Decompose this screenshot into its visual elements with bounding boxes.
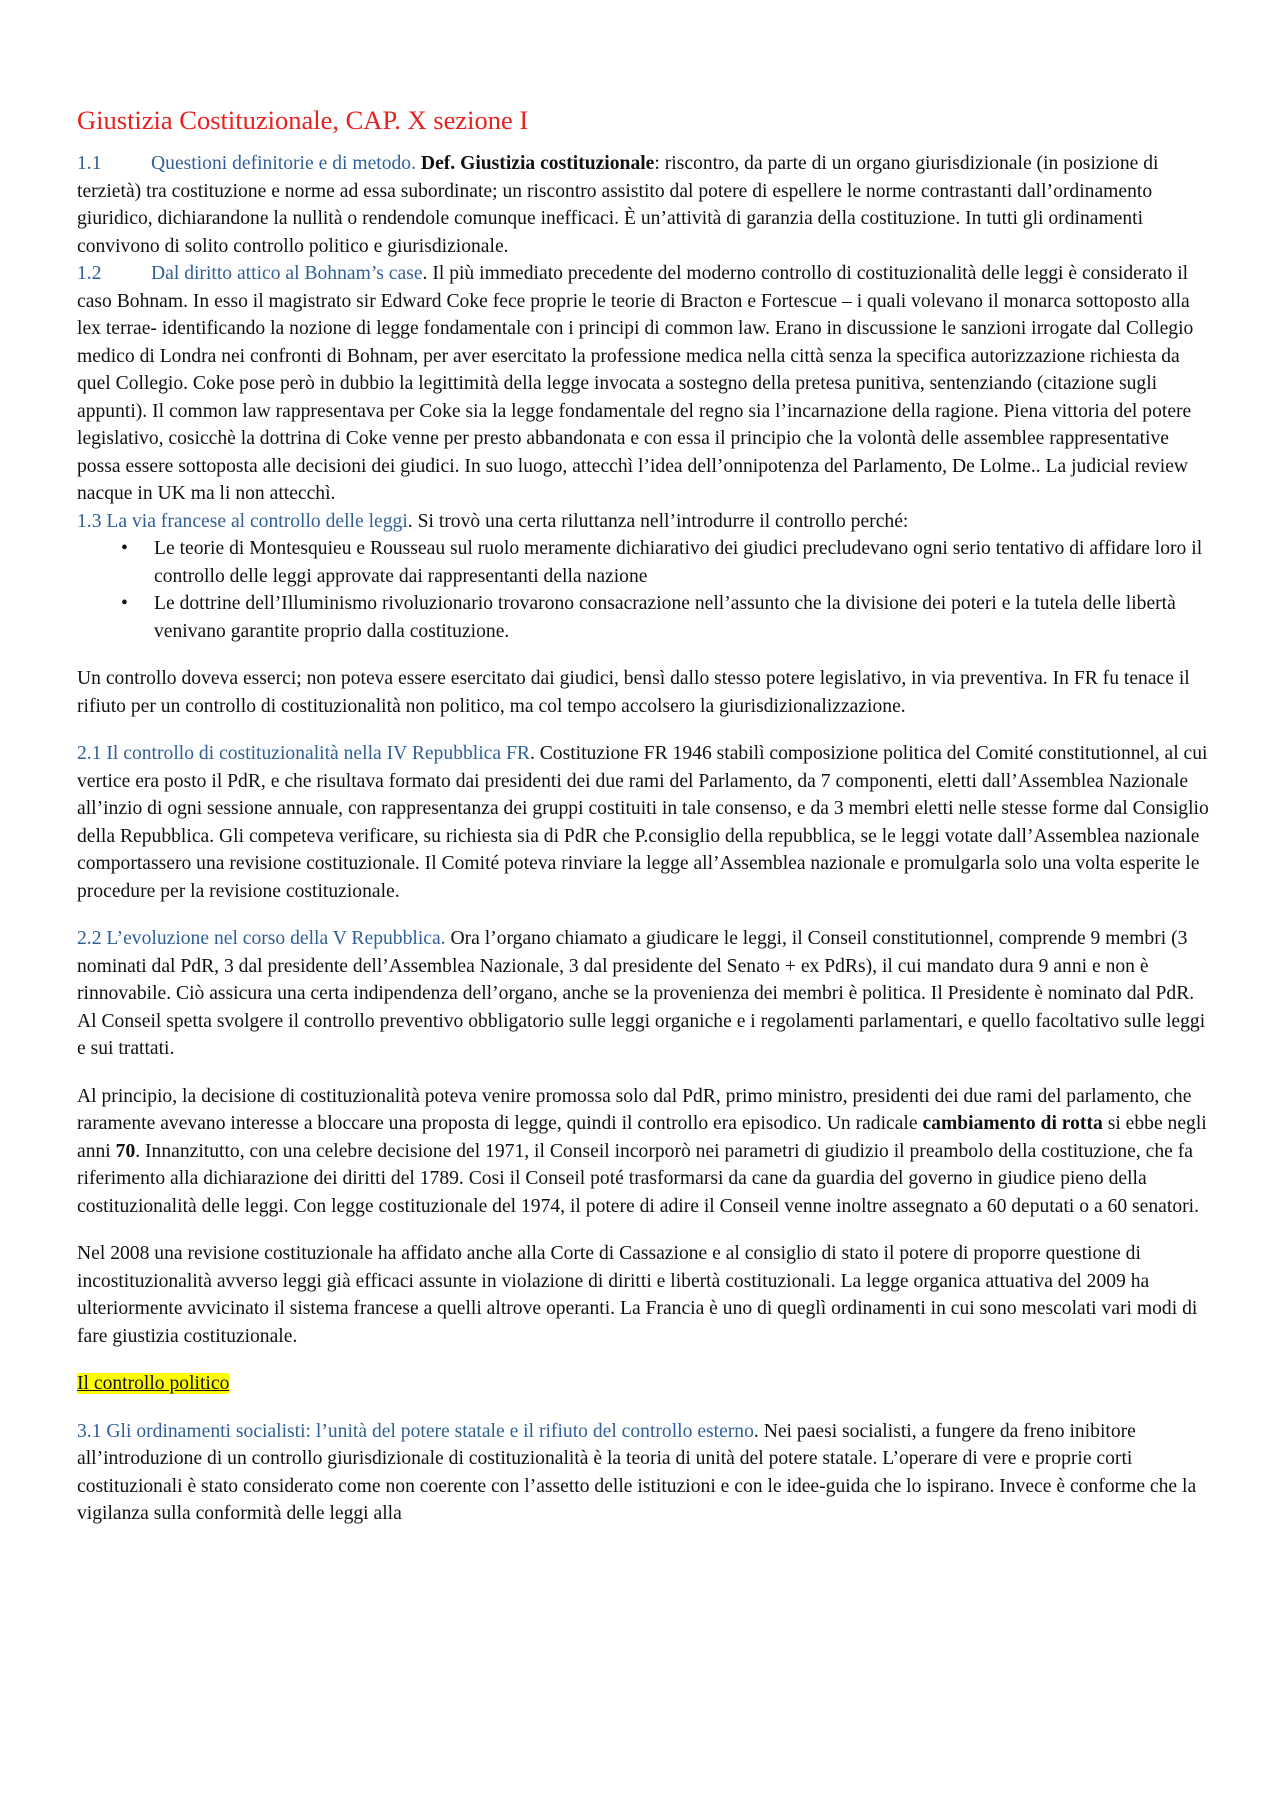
section-text: . Nei paesi socialisti, a fungere da freno inibitore all’introduzione di un controllo giurisdizionale di costituzionalità è la teoria di unità del potere statale. L’operare di vere e proprie corti costituzionali è stato considerato come non coerente con l’assetto delle istituzioni e con le idee-guida che lo ispirano. Invece è conforme che la vigilanza sulla conformità delle leggi alla	[77, 1420, 1197, 1524]
bullet-icon: •	[121, 593, 128, 614]
section-heading: 2.2 L’evoluzione nel corso della V Repubblica.	[77, 928, 446, 949]
paragraph: Al principio, la decisione di costituzionalità poteva venire promossa solo dal PdR, primo ministro, presidenti dei due rami del parlamento, che raramente avevano interesse a bloccare una proposta di legge, quindi il controllo era episodico. Un radicale cambiamento di rotta si ebbe negli anni 70. Innanzitutto, con una celebre decisione del 1971, il Conseil incorporò nei parametri di giudizio il preambolo della costituzione, che fa riferimento alla dichiarazione dei diritti del 1789. Cosi il Conseil poté trasformarsi da cane da guardia del governo in giudice pieno della costituzionalità delle leggi. Con legge costituzionale del 1974, il potere di adire il Conseil venne inoltre assegnato a 60 deputati o a 60 senatori.	[77, 1085, 1207, 1217]
section-heading: 3.1 Gli ordinamenti socialisti: l’unità del potere statale e il rifiuto del controllo esterno	[77, 1420, 754, 1442]
bullet-icon: •	[121, 538, 128, 559]
section-text: : riscontro, da parte di un organo giurisdizionale (in posizione di terzietà) tra costituzione e norme ad essa subordinate; un riscontro assistito dal potere di espellere le norme contrastanti dall’ordinamento giuridico, dichiarandone la nullità o rendendole comunque inefficaci. È un’attività di garanzia della costituzione. In tutti gli ordinamenti convivono di solito controllo politico e giurisdizionale.	[77, 153, 1159, 257]
section-heading: Dal diritto attico al Bohnam’s case	[151, 263, 423, 284]
list-item: • Le dottrine dell’Illuminismo rivoluzionario trovarono consacrazione nell’assunto che la divisione dei poteri e la tutela delle libertà venivano garantite proprio dalla costituzione.	[154, 590, 1212, 645]
section-text: . Il più immediato precedente del moderno controllo di costituzionalità delle leggi è considerato il caso Bohnam. In esso il magistrato sir Edward Coke fece proprie le teorie di Bracton e Fortescue – i quali volevano il monarca sottoposto alla lex terrae- identificando la nozione di legge fondamentale con i principi di common law. Erano in discussione le sanzioni irrogate dal Collegio medico di Londra nei confronti di Bohnam, per aver esercitato la professione medica nella città senza la specifica autorizzazione richiesta da quel Collegio. Coke pose però in dubbio la legittimità della legge invocata a sostegno della pretesa punitiva, sentenziando (citazione sugli appunti). Il common law rappresentava per Coke sia la legge fondamentale del regno sia l’incarnazione della ragione. Piena vittoria del potere legislativo, cosicchè la dottrina di Coke venne per presto abbandonata e con essa il principio che la volontà delle assemblee rappresentative possa essere sottoposta alle decisioni dei giudici. In suo luogo, attecchì l’idea dell’onnipotenza del Parlamento, De Lolme.. La judicial review nacque in UK ma li non attecchì.	[77, 263, 1194, 504]
section-text: Ora l’organo chiamato a giudicare le leggi, il Conseil constitutionnel, comprende 9 membri (3 nominati dal PdR, 3 dal presidente dell’Assemblea Nazionale, 3 dal presidente del Senato + ex PdRs), il cui mandato dura 9 anni e non è rinnovabile. Ciò assicura una certa indipendenza dell’organo, anche se la provenienza dei membri è politica. Il Presidente è nominato dal PdR. Al Conseil spetta svolgere il controllo preventivo obbligatorio sulle leggi organiche e i regolamenti parlamentari, e quello facoltativo sulle leggi e sui trattati.	[77, 928, 1206, 1059]
section-heading: Questioni definitorie e di metodo.	[151, 153, 417, 174]
bullet-list	[77, 535, 1212, 645]
section-2-2	[77, 925, 1212, 1063]
section-heading: 1.3 La via francese al controllo delle leggi	[77, 510, 408, 532]
section-1-3	[77, 508, 1212, 536]
section-1-1	[77, 150, 1212, 260]
section-text: . Si trovò una certa riluttanza nell’introdurre il controllo perché:	[407, 510, 909, 532]
section-2-1	[77, 740, 1212, 905]
definition-term: Def. Giustizia costituzionale	[420, 153, 655, 174]
section-3-1	[77, 1418, 1212, 1528]
section-number: 1.1	[77, 153, 102, 174]
section-1-2	[77, 260, 1212, 508]
section-text: . Costituzione FR 1946 stabilì composizione politica del Comité constitutionnel, al cui vertice era posto il PdR, e che risultava formato dai presidenti dei due rami del Parlamento, da 7 componenti, eletti dall’Assemblea Nazionale all’inzio di ogni sessione annuale, con rappresentanza dei gruppi costituiti in tale consenso, e da 3 membri eletti nelle stesse forme dal Consiglio della Repubblica. Gli competeva verificare, su richiesta sia di PdR che P.consiglio della repubblica, se le leggi votate dall’Assemblea nazionale comportassero una revisione costituzionale. Il Comité poteva rinviare la legge all’Assemblea nazionale e promulgarla solo una volta esperite le procedure per la revisione costituzionale.	[77, 743, 1209, 902]
paragraph: Nel 2008 una revisione costituzionale ha affidato anche alla Corte di Cassazione e al consiglio di stato il potere di proporre questione di incostituzionalità avverso leggi già efficaci assunte in violazione di diritti e libertà costituzionali. La legge organica attuativa del 2009 ha ulteriormente avvicinato il sistema francese a quelli altrove operanti. La Francia è uno di queglì ordinamenti in cui sono mescolati vari modi di fare giustizia costituzionale.	[77, 1243, 1198, 1347]
highlighted-heading: Il controllo politico	[77, 1373, 230, 1394]
list-item: • Le teorie di Montesquieu e Rousseau sul ruolo meramente dichiarativo dei giudici precludevano ogni serio tentativo di affidare loro il controllo delle leggi approvate dai rappresentanti della nazione	[154, 535, 1212, 590]
document-page	[77, 104, 1212, 1528]
paragraph: Un controllo doveva esserci; non poteva essere esercitato dai giudici, bensì dallo stesso potere legislativo, in via preventiva. In FR fu tenace il rifiuto per un controllo di costituzionalità non politico, ma col tempo accolsero la giurisdizionalizzazione.	[77, 668, 1190, 717]
document-title: Giustizia Costituzionale, CAP. X sezione I	[77, 105, 529, 135]
section-number: 1.2	[77, 263, 102, 284]
section-heading: 2.1 Il controllo di costituzionalità nella IV Repubblica FR	[77, 743, 530, 764]
